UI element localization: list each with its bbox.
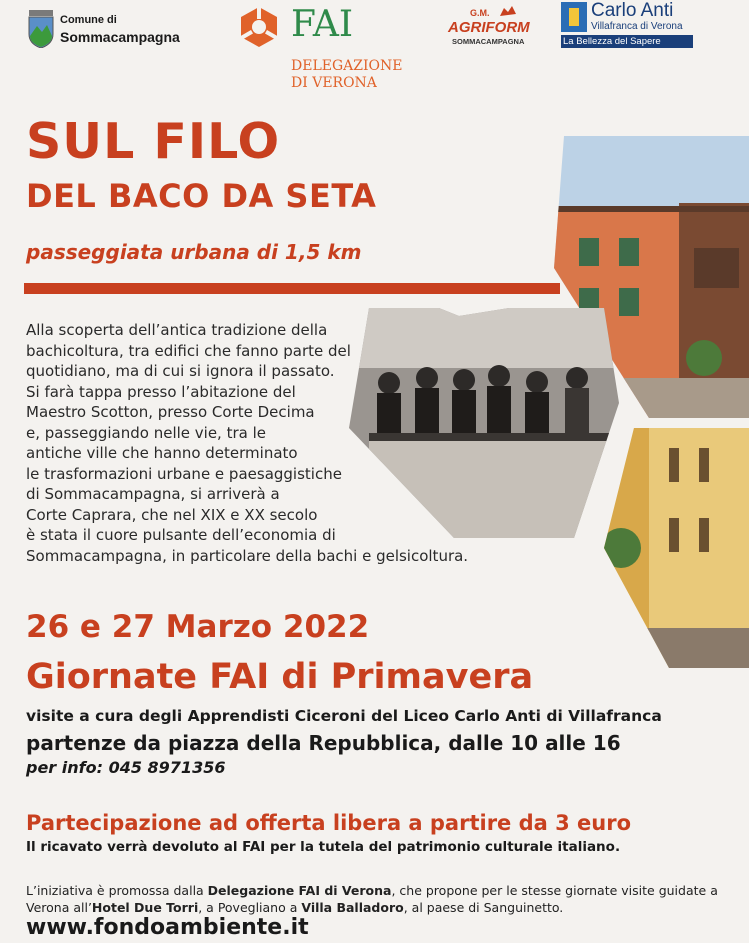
promo-text: , che propone per le stesse giornate visite guidate a Verona all’ (26, 883, 718, 915)
promo-text: , al paese di Sanguinetto. (403, 900, 564, 915)
website-link[interactable]: www.fondoambiente.it (26, 915, 309, 940)
description-line: è stata il cuore pulsante dell’economia di (26, 526, 336, 544)
fai-symbol-icon (237, 5, 281, 49)
coat-of-arms-icon (27, 10, 55, 48)
agriform-logo (448, 4, 548, 48)
promo-bold: Villa Balladoro (301, 900, 404, 915)
description (26, 320, 506, 566)
title-line1: SUL FILO (26, 113, 281, 170)
description-line: quotidiano, ma di cui si ignora il passato. (26, 362, 335, 380)
proceeds-line: Il ricavato verrà devoluto al FAI per la tutela del patrimonio culturale italiano. (26, 839, 621, 855)
subtitle: passeggiata urbana di 1,5 km (26, 240, 362, 264)
description-line: Maestro Scotton, presso Corte Decima (26, 403, 315, 421)
description-line: bachicoltura, tra edifici che fanno parte del (26, 341, 351, 360)
description-line: di Sommacampagna, si arriverà a (26, 485, 280, 503)
carlo-anti-logo (561, 2, 743, 48)
fai-name: FAI (291, 4, 354, 45)
description-line: Si farà tappa presso l’abitazione del (26, 382, 296, 401)
promo-bold: Delegazione FAI di Verona (207, 883, 392, 898)
carlo-name: Carlo Anti (591, 0, 674, 21)
comune-line1: Comune di (60, 14, 117, 26)
fai-logo (237, 5, 427, 95)
title-line2: DEL BACO DA SETA (26, 177, 377, 215)
agriform-top: G.M. (470, 8, 490, 18)
red-divider-bar (24, 283, 560, 294)
comune-logo (27, 8, 227, 53)
comune-line2: Sommacampagna (60, 29, 180, 45)
event-name: Giornate FAI di Primavera (26, 657, 534, 697)
promo-paragraph (26, 882, 726, 916)
street-photo (599, 418, 749, 678)
fai-sub1: DELEGAZIONE (291, 58, 403, 74)
carlo-anti-emblem-inner (569, 8, 579, 26)
carlo-tag: La Bellezza del Sapere (561, 35, 693, 48)
agriform-name: AGRIFORM (448, 19, 530, 36)
event-date: 26 e 27 Marzo 2022 (26, 609, 370, 645)
lion-icon (498, 4, 518, 18)
description-line: le trasformazioni urbane e paesaggistiche (26, 464, 342, 483)
promo-text: L’iniziativa è promossa dalla (26, 883, 208, 898)
promo-text: , a Povegliano a (198, 900, 302, 915)
description-line: Corte Caprara, che nel XIX e XX secolo (26, 505, 318, 524)
agriform-sub: SOMMACAMPAGNA (452, 37, 525, 46)
carlo-place: Villafranca di Verona (591, 21, 683, 32)
fai-sub2: DI VERONA (291, 75, 377, 91)
promo-bold: Hotel Due Torri (91, 900, 199, 915)
participation-line: Partecipazione ad offerta libera a partire da 3 euro (26, 811, 632, 835)
description-line: Sommacampagna, in particolare della bachi e gelsicoltura. (26, 546, 469, 565)
description-line: e, passeggiando nelle vie, tra le (26, 423, 266, 442)
description-line: antiche ville che hanno determinato (26, 444, 298, 462)
description-line: Alla scoperta dell’antica tradizione della (26, 321, 328, 339)
info-phone: per info: 045 8971356 (26, 758, 226, 777)
guides-line: visite a cura degli Apprendisti Ciceroni del Liceo Carlo Anti di Villafranca (26, 707, 662, 725)
departures-line: partenze da piazza della Repubblica, dalle 10 alle 16 (26, 731, 621, 755)
